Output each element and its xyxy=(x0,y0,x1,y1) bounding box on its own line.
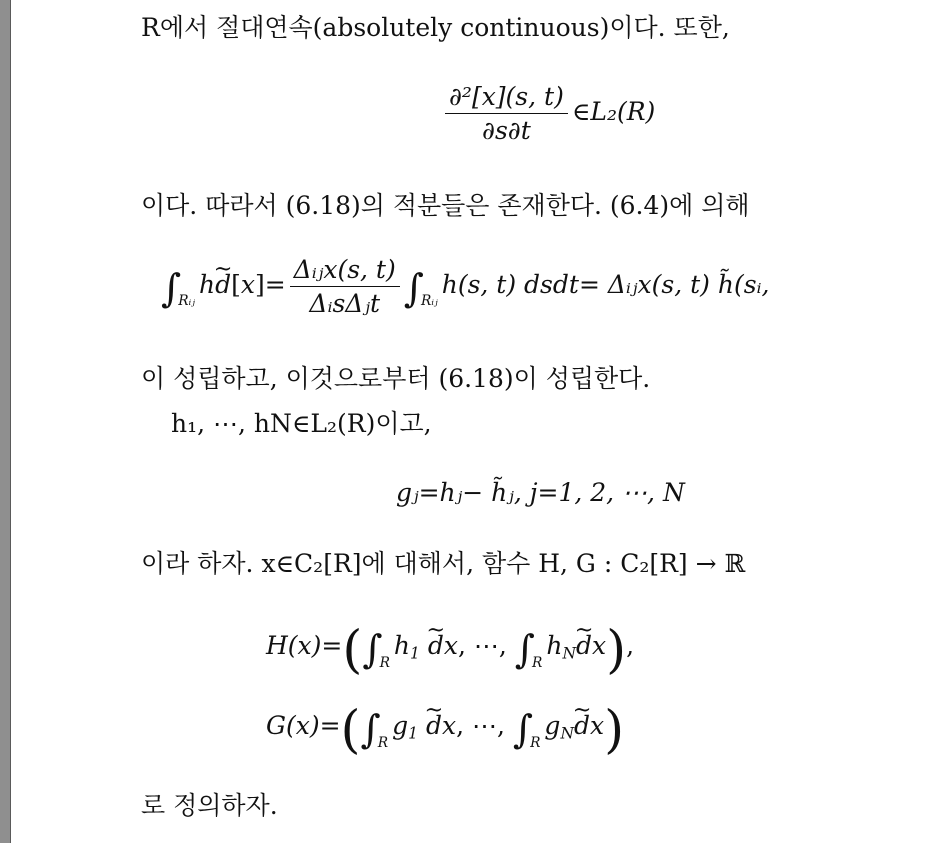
text-line-3: 이다. 따라서 (6.18)의 적분들은 존재한다. (6.4)에 의해 xyxy=(141,191,750,220)
fraction-denominator: ∂s∂t xyxy=(482,116,531,145)
fraction: $\frac{\text{Δᵢⱼx(s, t)}}{\text{ΔᵢsΔⱼt}}$ xyxy=(290,255,400,318)
text-line-6: h₁, ⋯, hN∈L₂(R)이고, xyxy=(171,409,432,438)
document-page xyxy=(11,0,934,843)
text-line-8: 이라 하자. x∈C₂[R]에 대해서, 함수 H, G : C₂[R] → ℝ xyxy=(141,549,746,578)
equation-rhs: ∈L₂(R) xyxy=(571,97,656,126)
fraction-numerator: ∂²[x](s, t) xyxy=(445,82,568,114)
equation-G-definition: $G(x)=(\int_Rg_1$ ~ dx, ⋯, $\int_Rg_N\sim$ dx) xyxy=(266,700,624,760)
integral-sign: ∫ xyxy=(403,266,424,312)
left-margin-bar xyxy=(0,0,11,843)
integral-domain: Rᵢⱼ xyxy=(420,293,438,310)
equation-integral-identity: $\int_{Rᵢⱼ}h\sim$ d[x]= $\frac{\text{Δᵢⱼx(s, t)}}{\text{ΔᵢsΔⱼt}}$ $\int_{Rᵢⱼ}h(s$, t) dsdt= Δᵢⱼx(s, t) h̃(sᵢ, xyxy=(161,255,770,318)
text-line-1: R에서 절대연속(absolutely continuous)이다. 또한, xyxy=(141,13,730,42)
integral-sign: ∫ xyxy=(161,266,182,312)
text-line-10: 로 정의하자. xyxy=(141,791,278,820)
equation-g-definition: gⱼ=hⱼ− h̃ⱼ, j=1, 2, ⋯, N xyxy=(396,478,685,507)
d-tilde: ~ d xyxy=(215,270,231,299)
integral-domain: Rᵢⱼ xyxy=(178,293,195,310)
equation-rhs-tail: = Δᵢⱼx(s, t) h̃(sᵢ, xyxy=(578,270,770,299)
fraction xyxy=(445,82,568,145)
equation-partial-derivative xyxy=(441,82,655,145)
text-line-5: 이 성립하고, 이것으로부터 (6.18)이 성립한다. xyxy=(141,364,651,393)
equation-H-definition: $H(x)=(\int_Rh_1$ ~ dx, ⋯, $\int_Rh_N\sim$ dx), xyxy=(266,620,634,680)
